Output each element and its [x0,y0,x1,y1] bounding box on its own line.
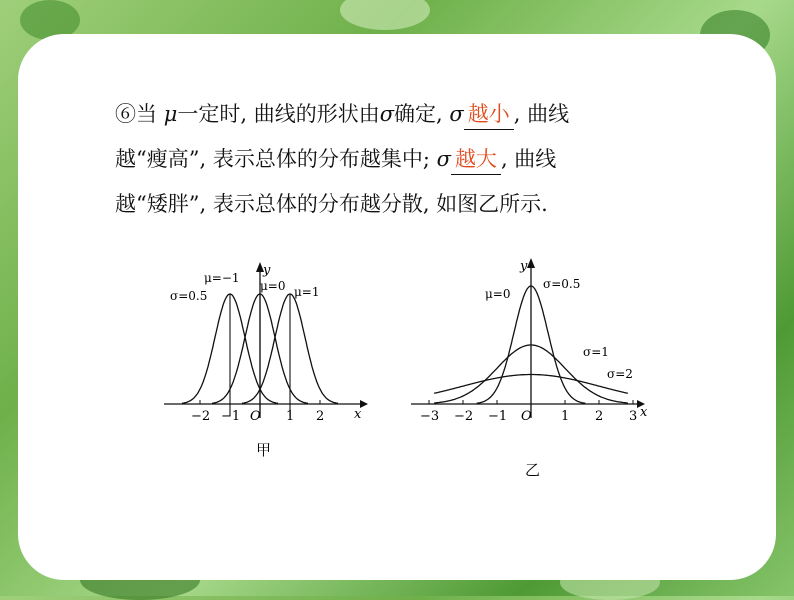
x-tick-label: 1 [286,409,295,424]
x-tick-label: 2 [316,409,325,424]
figure-caption: 乙 [525,461,541,479]
annotation-mu-0: μ=0 [485,287,511,301]
sigma-symbol: σ [379,102,395,126]
x-tick-label: −1 [488,409,508,424]
figure-caption: 甲 [256,441,272,459]
annotation-mu-0: μ=0 [260,279,286,293]
x-tick-label: 2 [595,409,604,424]
y-axis-label: y [520,259,528,274]
x-tick-label: O [250,409,261,424]
annotation-mu-neg1: μ=−1 [204,271,240,285]
sigma-symbol: σ [449,102,464,126]
answer-blank-1: 越小 [464,99,514,130]
annotation-mu-1: μ=1 [294,285,320,299]
x-tick-label: O [521,409,532,424]
x-tick-label: −2 [454,409,474,424]
text-segment: ⑥当 [115,102,157,126]
text-line-2 [115,137,715,182]
x-axis-label: x [640,405,648,420]
x-axis-label: x [354,407,362,422]
text-line-1 [115,92,715,137]
text-segment: 越“矮胖”, 表示总体的分布越分散, 如图乙所示. [115,192,548,216]
text-line-3 [115,182,715,227]
normal-curves-figure-jia [160,250,380,470]
normal-curves-figure-yi [405,250,655,490]
sigma-symbol: σ [436,147,451,171]
annotation-sigma-1: σ=1 [583,345,609,359]
text-segment: , 曲线 [500,147,557,171]
annotation-sigma-2: σ=2 [607,367,633,381]
answer-blank-2: 越大 [451,144,501,175]
slide-text [115,92,715,227]
x-tick-label: −1 [221,409,241,424]
x-tick-label: −3 [420,409,440,424]
x-tick-label: 1 [561,409,570,424]
annotation-sigma: σ=0.5 [170,289,208,303]
background-leaf [340,0,430,30]
annotation-sigma-0-5: σ=0.5 [543,277,581,291]
mu-symbol: μ [163,102,178,126]
text-segment: 确定, [394,102,443,126]
y-axis-arrow-icon [527,258,535,268]
y-axis-label: y [263,263,271,278]
text-segment: , 曲线 [513,102,570,126]
x-tick-label: −2 [191,409,211,424]
x-tick-label: 3 [629,409,638,424]
text-segment: 一定时, 曲线的形状由 [177,102,380,126]
text-segment: 越“瘦高”, 表示总体的分布越集中; [115,147,430,171]
